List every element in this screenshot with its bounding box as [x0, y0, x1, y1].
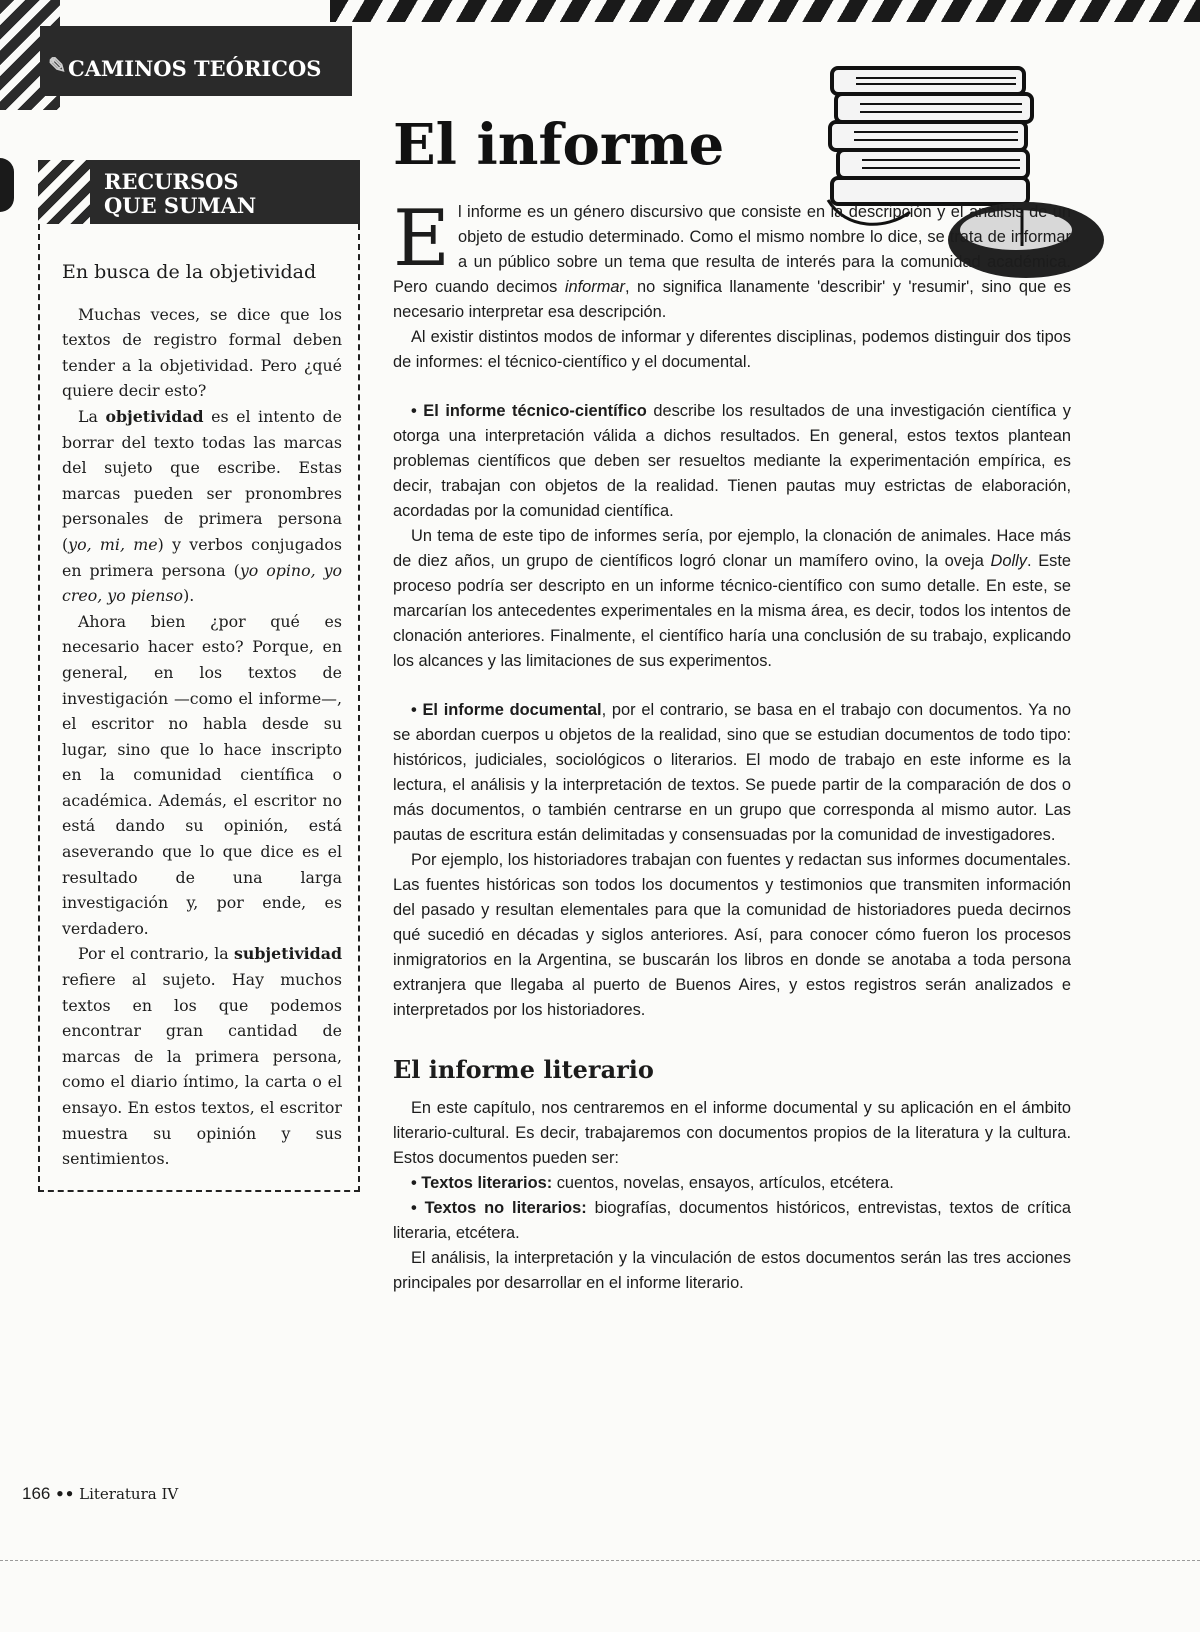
- body-text: , por el contrario, se basa en el trabajo con documentos. Ya no se abordan cuerpos u objetos de la realidad, sino que se estudian documentos de todo tipo: históricos, judiciales, sociológicos o literarios. El modo de trabajo en este informe es la lectura, el análisis y la interpretación de textos. Se puede partir de la comparación de dos o más documentos, o también centrarse en un grupo que corresponda al mismo autor. Las pautas de escritura están delimitadas y consensuadas por la comunidad de investigadores.: [393, 701, 1071, 844]
- edge-mark: [0, 158, 14, 212]
- sidebar-text: refiere al sujeto. Hay muchos textos en los que podemos encontrar gran cantidad de marcas de la primera persona, como el diario íntimo, la carta o el ensayo. En estos textos, el escritor muestra su opinión y sus sentimientos.: [62, 970, 342, 1169]
- bullet-term: • El informe técnico-científico: [411, 402, 647, 420]
- bullet-term: • El informe documental: [411, 701, 602, 719]
- emphasis: informar: [564, 278, 625, 296]
- sidebar-paragraph: [62, 609, 342, 942]
- section-label: CAMINOS TEÓRICOS: [68, 56, 322, 81]
- paragraph: En este capítulo, nos centraremos en el informe documental y su aplicación en el ámbito literario-cultural. Es decir, trabajaremos con documentos propios de la literatura y la cultura. Estos documentos pueden ser:: [393, 1099, 1071, 1167]
- body-text: describe los resultados de una investigación científica y otorga una interpretación válida a dichos resultados. En general, estos textos plantean problemas científicos que deben ser resueltos mediante la experimentación empírica, es decir, trabajan con objetos de la realidad. Tienen pautas muy estrictas de elaboración, acordadas por la comunidad científica.: [393, 402, 1071, 520]
- body-text: cuentos, novelas, ensayos, artículos, etcétera.: [552, 1174, 894, 1192]
- sidebar-band-line1: RECURSOS: [104, 169, 239, 194]
- paragraph: Al existir distintos modos de informar y diferentes disciplinas, podemos distinguir dos tipos de informes: el técnico-científico y el documental.: [393, 328, 1071, 371]
- top-stripe-border: [330, 0, 1200, 22]
- paragraph: El análisis, la interpretación y la vinculación de estos documentos serán las tres acciones principales por desarrollar en el informe literario.: [393, 1249, 1071, 1292]
- list-item: [393, 1196, 1071, 1246]
- section-header: [40, 26, 352, 96]
- bullet-term: • Textos literarios:: [411, 1174, 553, 1192]
- list-item: [393, 1171, 1071, 1196]
- sidebar-paragraph: [62, 302, 342, 404]
- bottom-rule: [0, 1560, 1200, 1561]
- body-text: l informe es un género discursivo que consiste en la descripción y el análisis de un objeto de estudio determinado. Como el mismo nombre lo dice, se trata de informar a un público sobre un tema que resulta de interés para la comunidad académica. Pero cuando decimos: [393, 203, 1071, 296]
- chevron-icon: [38, 160, 90, 224]
- emphasis: Dolly: [990, 552, 1027, 570]
- sidebar-bold-term: objetividad: [105, 406, 204, 426]
- sidebar-example: yo, mi, me: [68, 534, 158, 554]
- body-text: Un tema de este tipo de informes sería, por ejemplo, la clonación de animales. Hace más de diez años, un grupo de científicos logró clonar un mamífero ovino, la oveja: [393, 527, 1071, 570]
- sidebar-text: Muchas veces, se dice que los textos de registro formal deben tender a la objetividad. Pero ¿qué quiere decir esto?: [62, 304, 342, 401]
- paragraph: [393, 524, 1071, 674]
- body-text: , no significa llanamente 'describir' y 'resumir', sino que es necesario interpretar esa descripción.: [393, 278, 1071, 321]
- section-heading: El informe literario: [393, 1055, 654, 1084]
- sidebar-band: [38, 160, 360, 224]
- paragraph: Por ejemplo, los historiadores trabajan con fuentes y redactan sus informes documentales. Las fuentes históricas son todos los documentos y testimonios que transmiten información del pasado y resultan elementales para que la comunidad de historiadores pueda decirnos qué sucedió en décadas y siglos anteriores. Así, para conocer cómo fueron los procesos inmigratorios en la Argentina, se buscarán los libros en donde se anotaba a toda persona extranjera que llegaba al puerto de Buenos Aires, y estos registros serán analizados e interpretados por los historiadores.: [393, 851, 1071, 1019]
- documental-paragraph: [393, 698, 1071, 848]
- sidebar-box: [38, 160, 360, 1192]
- sidebar-band-line2: QUE SUMAN: [104, 193, 257, 218]
- sidebar-paragraph: [62, 404, 342, 609]
- sidebar-text: La: [78, 406, 106, 426]
- page-title: El informe: [393, 112, 725, 178]
- sidebar-text: es el intento de borrar del texto todas las marcas del sujeto que escribe. Estas marcas pueden ser pronombres personales de primera persona (: [62, 406, 343, 554]
- sidebar-text: Por el contrario, la: [78, 944, 234, 964]
- sidebar-content: [38, 224, 360, 1192]
- sidebar-text: ).: [183, 586, 195, 606]
- body-text: biografías, documentos históricos, entrevistas, textos de crítica literaria, etcétera.: [393, 1199, 1071, 1242]
- tecnico-paragraph: [393, 399, 1071, 524]
- sidebar-bold-term: subjetividad: [234, 944, 342, 964]
- drop-cap: E: [393, 194, 450, 284]
- bullet-term: • Textos no literarios:: [411, 1199, 587, 1217]
- main-article: [393, 194, 1071, 1296]
- intro-paragraph: [393, 194, 1071, 325]
- page-number: 166: [22, 1484, 51, 1503]
- pen-icon: ✎: [48, 53, 67, 79]
- sidebar-paragraph: [62, 941, 342, 1171]
- sidebar-text: Ahora bien ¿por qué es necesario hacer esto? Porque, en general, en los textos de investigación —como el informe—, el escritor no habla desde su lugar, sino que lo hace inscripto en la comunidad científica o académica. Además, el escritor no está dando su opinión, está aseverando que lo que dice es el resultado de una larga investigación y, por ende, es verdadero.: [62, 611, 342, 938]
- sidebar-heading: En busca de la objetividad: [62, 261, 317, 283]
- sidebar-text: ) y verbos conjugados en primera persona (: [62, 534, 342, 580]
- sidebar-example: yo opino, yo creo, yo pienso: [62, 560, 343, 606]
- page-footer: [22, 1484, 178, 1504]
- footer-bullets: ••: [55, 1485, 75, 1503]
- body-text: . Este proceso podría ser descripto en un informe técnico-científico con sumo detalle. En este, se marcarían los antecedentes experimentales en la misma área, es decir, todos los intentos de clonación anteriores. Finalmente, el científico haría una conclusión de su trabajo, explicando los alcances y las limitaciones de sus experimentos.: [393, 552, 1071, 670]
- book-title: Literatura IV: [79, 1485, 179, 1503]
